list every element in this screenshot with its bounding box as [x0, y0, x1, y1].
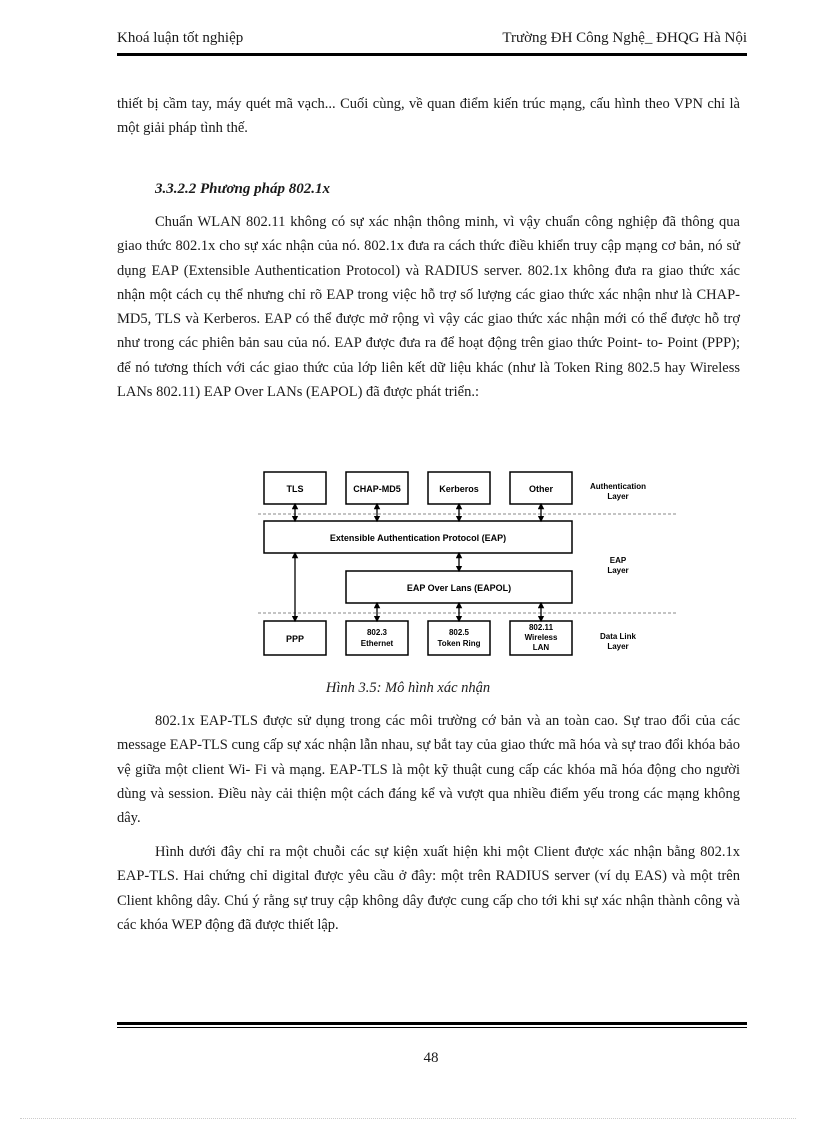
- auth-box-other: [510, 472, 572, 504]
- svg-text:EAP Over Lans (EAPOL): EAP Over Lans (EAPOL): [406, 583, 512, 593]
- intro-paragraph: thiết bị cầm tay, máy quét mã vạch... Cuối cùng, về quan điểm kiến trúc mạng, cấu hình theo VPN chỉ là một giải pháp tình thế.: [117, 96, 740, 137]
- svg-text:Other: Other: [528, 484, 554, 494]
- link-layer-label-2: Layer: [607, 642, 629, 651]
- eapol-box: [346, 571, 572, 603]
- section-paragraph-1: Chuẩn WLAN 802.11 không có sự xác nhận thông minh, vì vậy chuẩn công nghiệp đã thông qua giao thức 802.1x cho sự xác nhận của nó. 802.1x đưa ra cách thức điều khiển truy cập mạng cơ bản, nó sử dụng EAP (Extensible Authentication Protocol) và RADIUS server. 802.1x không đưa ra giao thức xác nhận một cách cụ thể nhưng chỉ rõ EAP trong việc hỗ trợ số lượng các giao thức xác nhận như là CHAP-MD5, TLS và Kerberos. EAP có thể được mở rộng vì vậy các giao thức xác nhận mới có thể được hỗ trợ như trong các phiên bản sau của nó. EAP được đưa ra để hoạt động trên giao thức Point- to- Point (PPP); để nó tương thích với các giao thức của lớp liên kết dữ liệu khác (như là Token Ring 802.5 hay Wireless LANs 802.11) EAP Over LANs (EAPOL) đã được phát triển.:: [117, 214, 740, 401]
- svg-text:802.3: 802.3: [366, 628, 388, 637]
- paragraph-2: 802.1x EAP-TLS được sử dụng trong các môi trường cớ bản và an toàn cao. Sự trao đổi của các message EAP-TLS cung cấp sự xác nhận lẫn nhau, sự bắt tay của giao thức mã hóa và sự trao đổi khóa bảo vệ giữa một client Wi- Fi và mạng. EAP-TLS là một kỹ thuật cung cấp các khóa mã hóa động cho người dùng và session. Điều này cải thiện một cách đáng kể và vượt qua nhiều điểm yếu trong các mạng không dây.: [117, 713, 740, 827]
- auth-layer-label-1: Authentication: [590, 482, 646, 491]
- svg-text:Extensible Authentication Prot: Extensible Authentication Protocol (EAP): [329, 533, 507, 543]
- svg-text:CHAP-MD5: CHAP-MD5: [353, 484, 401, 494]
- footer-rule-thin: [117, 1027, 747, 1028]
- link-layer-label-1: Data Link: [599, 632, 637, 641]
- svg-text:Kerberos: Kerberos: [439, 484, 479, 494]
- svg-text:PPP: PPP: [285, 634, 305, 644]
- figure-caption: Hình 3.5: Mô hình xác nhận: [325, 680, 491, 696]
- auth-box-kerberos: [428, 472, 490, 504]
- svg-text:802.11: 802.11: [528, 623, 554, 632]
- svg-text:TLS: TLS: [286, 484, 304, 494]
- svg-text:Wireless: Wireless: [524, 633, 558, 642]
- footer-rule-thick: [117, 1022, 747, 1025]
- svg-text:Ethernet: Ethernet: [360, 639, 394, 648]
- auth-box-chap-md5: [346, 472, 408, 504]
- link-box-ethernet: [346, 621, 408, 655]
- header-rule: [117, 53, 747, 56]
- svg-text:Token Ring: Token Ring: [437, 639, 481, 648]
- authentication-model-diagram: [258, 467, 678, 665]
- svg-text:802.5: 802.5: [448, 628, 470, 637]
- paragraph-3: Hình dưới đây chỉ ra một chuỗi các sự kiện xuất hiện khi một Client được xác nhận bằng 802.1x EAP-TLS. Hai chứng chỉ digital được yêu cầu ở đây: một trên RADIUS server (ví dụ EAS) và một trên Client không dây. Chú ý rằng sự truy cập không dây được cung cấp cho tới khi sự xác nhận thành công và các khóa WEP động đã được thiết lập.: [117, 844, 740, 933]
- header-university-label: Trường ĐH Công Nghệ_ ĐHQG Hà Nội: [502, 30, 747, 46]
- svg-text:LAN: LAN: [532, 643, 550, 652]
- eap-layer-label-2: Layer: [607, 566, 629, 575]
- page-number: 48: [423, 1050, 439, 1066]
- auth-box-tls: [264, 472, 326, 504]
- header-thesis-label: Khoá luận tốt nghiệp: [117, 30, 244, 46]
- eap-box: [264, 521, 572, 553]
- link-box-wireless: [510, 621, 572, 655]
- page-bottom-dotted-border: [20, 1118, 796, 1119]
- section-title: 3.3.2.2 Phương pháp 802.1x: [155, 181, 330, 197]
- auth-layer-label-2: Layer: [607, 492, 629, 501]
- eap-layer-label-1: EAP: [609, 556, 627, 565]
- link-box-token-ring: [428, 621, 490, 655]
- link-box-ppp: [264, 621, 326, 655]
